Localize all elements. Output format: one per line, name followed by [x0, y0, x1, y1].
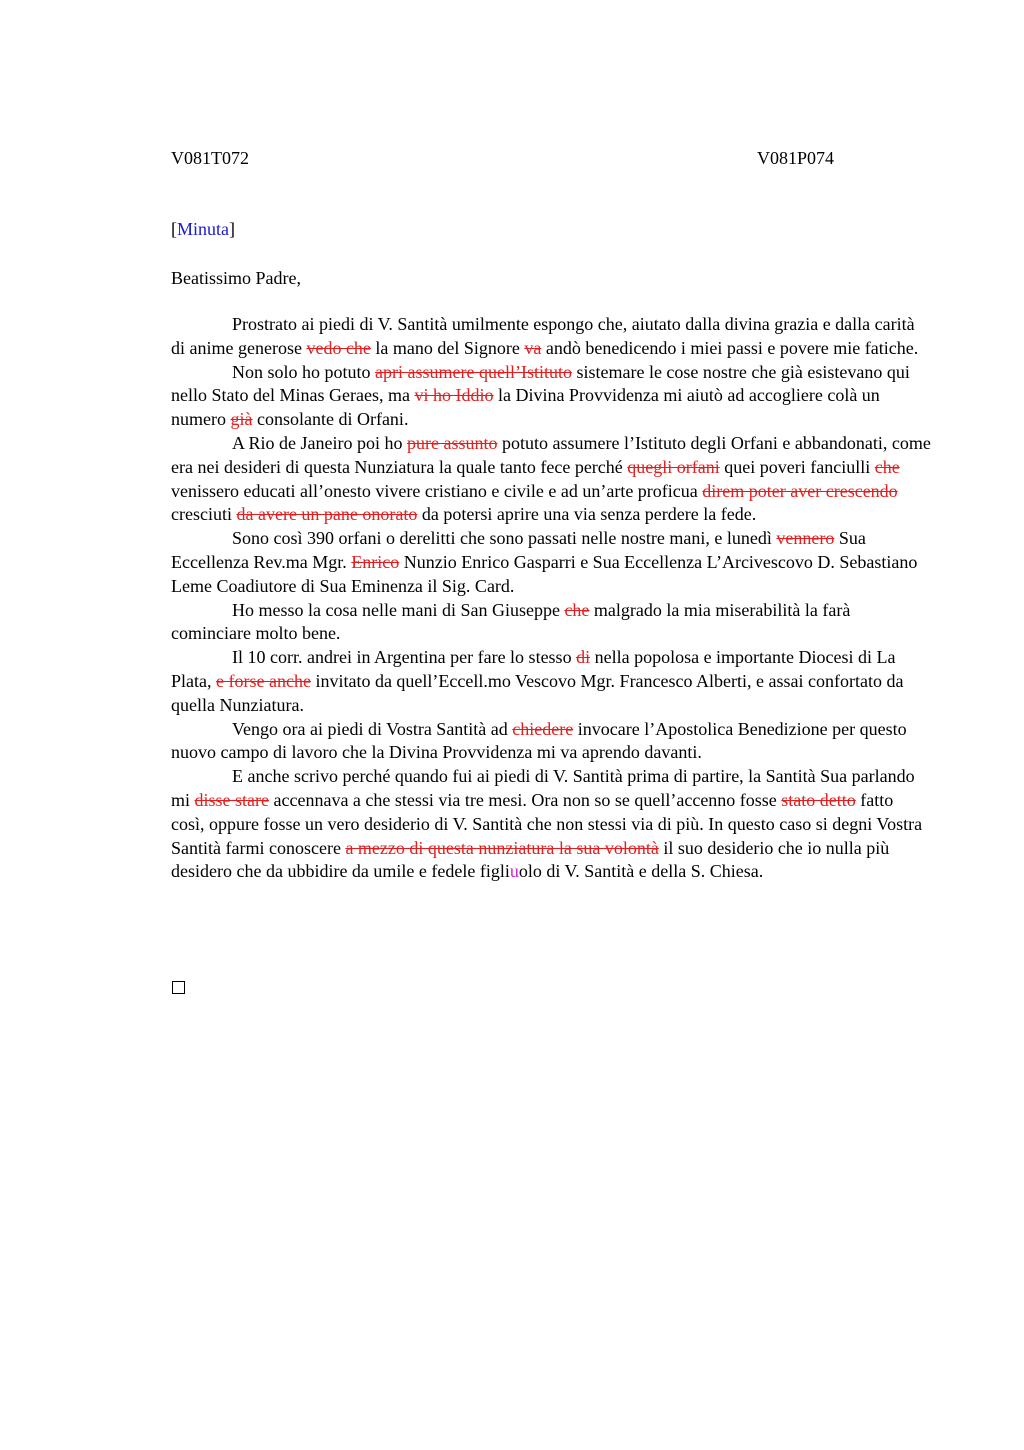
bracket-close: ]	[229, 219, 235, 239]
text-segment: potuto assumere l’Istituto degli Orfani e abbandonati, come era nei desideri di questa Nunziatura la quale tanto fece perché	[171, 432, 931, 477]
paragraph	[171, 599, 931, 647]
text-segment: Il 10 corr. andrei in Argentina per fare lo stesso	[232, 647, 577, 668]
text-segment: malgrado la mia miserabilità la farà cominciare molto bene.	[171, 599, 851, 644]
text-segment: E anche scrivo perché quando fui ai piedi di V. Santità prima di partire, la Santità Sua parlando mi	[171, 766, 915, 810]
deleted-text: disse stare	[194, 789, 269, 810]
paragraph	[171, 361, 931, 432]
text-segment: la Divina Provvidenza mi aiutò ad accogliere colà un numero	[171, 385, 880, 430]
text-segment: Nunzio Enrico Gasparri e Sua Eccellenza L’Arcivescovo D. Sebastiano Leme Coadiutore di Sua Eminenza il Sig. Card.	[171, 551, 918, 596]
text-segment: A Rio de Janeiro poi ho	[232, 432, 407, 453]
paragraph	[171, 432, 931, 527]
deleted-text: apri assumere quell’Istituto	[375, 361, 572, 382]
text-segment: Vengo ora ai piedi di Vostra Santità ad	[232, 718, 513, 739]
paragraph	[171, 646, 931, 717]
text-segment: venissero educati all’onesto vivere cristiano e civile e ad un’arte proficua	[171, 480, 703, 501]
text-segment: da potersi aprire una via senza perdere la fede.	[417, 504, 757, 525]
deleted-text: vedo che	[306, 337, 371, 358]
paragraph	[171, 313, 931, 361]
paragraph	[171, 765, 931, 884]
deleted-text: va	[524, 337, 542, 358]
deleted-text: e forse anche	[216, 670, 311, 691]
paragraph	[171, 718, 931, 766]
letter-body	[171, 313, 931, 884]
text-segment: la mano del Signore	[370, 337, 525, 358]
deleted-text: a mezzo di questa nunziatura la sua volontà	[345, 837, 659, 858]
text-segment: il suo desiderio che io nulla più desidero che da ubbidire da umile e fedele figli	[171, 837, 890, 882]
text-segment: Sono così 390 orfani o derelitti che sono passati nelle nostre mani, e lunedì	[232, 528, 777, 549]
text-segment: Ho messo la cosa nelle mani di San Giuseppe	[232, 599, 565, 620]
document-code-right: V081P074	[757, 148, 835, 168]
text-segment: quei poveri fanciulli	[719, 456, 875, 477]
text-segment: olo di V. Santità e della S. Chiesa.	[518, 861, 764, 882]
text-segment: sistemare le cose nostre che già esistevano qui nello Stato del Minas Geraes, ma	[171, 361, 910, 406]
empty-square-icon	[172, 981, 185, 994]
minuta-note	[171, 218, 235, 240]
deleted-text: vi ho Iddio	[414, 385, 494, 406]
deleted-text: di	[576, 647, 591, 668]
text-segment: invocare l’Apostolica Benedizione per questo nuovo campo di lavoro che la Divina Provvidenza mi va aprendo davanti.	[171, 718, 907, 763]
text-segment: accennava a che stessi via tre mesi. Ora non so se quell’accenno fosse	[269, 789, 782, 810]
deleted-text: stato detto	[781, 789, 856, 810]
text-segment: Sua Eccellenza Rev.ma Mgr.	[171, 528, 866, 572]
deleted-text: che	[564, 599, 590, 620]
text-segment: Prostrato ai piedi di V. Santità umilmente espongo che, aiutato dalla divina grazia e dalla carità di anime generose	[171, 314, 915, 358]
text-segment: nella popolosa e importante Diocesi di La Plata,	[171, 647, 896, 691]
text-segment: Non solo ho potuto	[232, 361, 376, 382]
document-code-left: V081T072	[171, 148, 249, 168]
text-segment: fatto così, oppure fosse un vero desiderio di V. Santità che non stessi via di più. In questo caso si degni Vostra Santità farmi conoscere	[171, 789, 923, 858]
paragraph	[171, 527, 931, 598]
salutation: Beatissimo Padre,	[171, 268, 301, 288]
text-segment: cresciuti	[171, 504, 237, 525]
deleted-text: quegli orfani	[627, 456, 720, 477]
bracket-open: [	[171, 219, 177, 239]
inserted-letter: u	[509, 861, 519, 882]
deleted-text: che	[874, 456, 900, 477]
minuta-label: Minuta	[177, 219, 229, 239]
text-segment: invitato da quell’Eccell.mo Vescovo Mgr. Francesco Alberti, e assai confortato da quella Nunziatura.	[171, 670, 904, 715]
deleted-text: direm poter aver crescendo	[702, 480, 898, 501]
text-segment: consolante di Orfani.	[252, 409, 409, 430]
deleted-text: da avere un pane onorato	[236, 504, 418, 525]
deleted-text: pure assunto	[406, 432, 498, 453]
deleted-text: vennero	[776, 528, 835, 549]
deleted-text: già	[230, 409, 253, 430]
deleted-text: Enrico	[351, 551, 400, 572]
deleted-text: chiedere	[512, 718, 574, 739]
text-segment: andò benedicendo i miei passi e povere mie fatiche.	[541, 337, 919, 358]
